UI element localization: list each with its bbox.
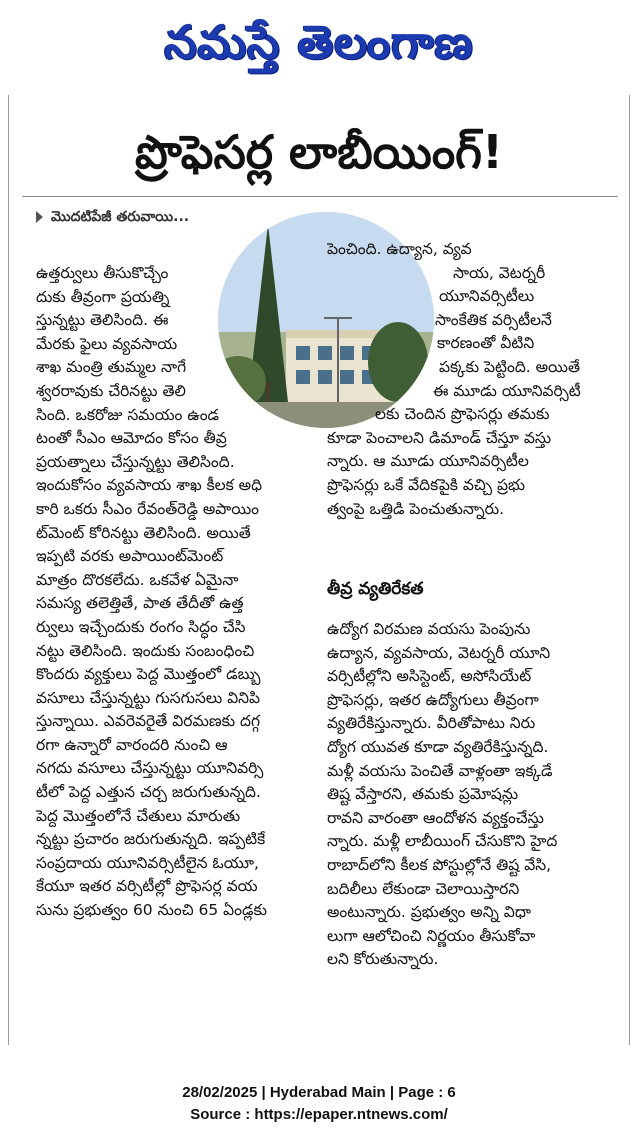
article-headline: ప్రొఫెసర్ల లాబీయింగ్! xyxy=(135,125,503,179)
article-line: ఇందుకోసం వ్యవసాయ శాఖ కీలక అధి xyxy=(36,476,263,495)
article-line: ప్రొఫెసర్లు ఒకే వేదికపైకి వచ్చి ప్రభు xyxy=(327,475,525,494)
article-line: సమస్య తలెత్తితే, పాత తేదీతో ఉత్త xyxy=(36,594,244,613)
clipping-border-left xyxy=(8,95,9,1045)
article-line: కారణంతో వీటిని xyxy=(437,334,535,353)
article-line: ద్యోగ యువత కూడా వ్యతిరేకిస్తున్నది. xyxy=(327,737,549,756)
continued-label: మొదటిపేజీ తరువాయి... xyxy=(51,209,190,225)
article-line: న్నారు. మళ్లీ లాబీయింగ్ చేసుకొని హైద xyxy=(327,832,558,851)
subheading: తీవ్ర వ్యతిరేకత xyxy=(327,579,424,599)
article-line: పెంచింది. ఉద్యాన, వ్యవ xyxy=(327,240,472,258)
footer-date-edition: 28/02/2025 | Hyderabad Main | Page : 6 xyxy=(182,1084,456,1101)
article-line: ఈ మూడు యూనివర్సిటీ xyxy=(433,381,581,400)
article-line: ఇప్పటి వరకు అపాయింట్‌మెంట్ xyxy=(36,547,224,566)
article-line: త్వంపై ఒత్తిడి పెంచుతున్నారు. xyxy=(327,499,505,518)
arrow-right-icon xyxy=(36,211,43,223)
article-line: తిష్ట వేస్తారని, తమకు ప్రమోషన్లు xyxy=(327,785,519,804)
article-line: యూనివర్సిటీలు xyxy=(439,287,535,306)
headline-divider xyxy=(22,196,618,197)
article-line: టీలో పెద్ద ఎత్తున చర్చ జరుగుతున్నది. xyxy=(36,783,261,802)
article-line: మాత్రం దొరకలేదు. ఒకవేళ ఏమైనా xyxy=(36,570,239,589)
article-line: కేయూ ఇతర వర్సిటీల్లో ప్రొఫెసర్ల వయ xyxy=(36,877,258,896)
article-line: లకు చెందిన ప్రొఫెసర్లు తమకు xyxy=(375,405,550,424)
article-line: నట్టు తెలిసింది. ఇందుకు సంబంధించి xyxy=(36,641,255,660)
article-line: సాంకేతిక వర్సిటీలనే xyxy=(435,310,552,329)
article-line: నగదు వసూలు చేస్తున్నట్టు యూనివర్సి xyxy=(36,759,264,778)
article-line: సింది. ఒకరోజు సమయం ఉండ xyxy=(36,405,220,424)
article-line: వ్యతిరేకిస్తున్నారు. వీరితోపాటు నిరు xyxy=(327,714,536,733)
article-line: స్తున్నట్టు తెలిసింది. ఈ xyxy=(36,311,169,330)
right-column-bottom xyxy=(327,618,617,972)
clipping-border-right xyxy=(629,95,630,1045)
article-line: వసూలు చేస్తున్నట్టు గుసగుసలు వినిపి xyxy=(36,688,261,707)
article-line: లుగా ఆలోచించి నిర్ణయం తీసుకోవా xyxy=(327,926,536,945)
article-line: అంటున్నారు. ప్రభుత్వం అన్ని విధా xyxy=(327,903,531,922)
article-line: సును ప్రభుత్వం 60 నుంచి 65 ఏండ్లకు xyxy=(36,901,267,920)
article-line: స్తున్నాయి. ఎవరెవరైతే విరమణకు దగ్గ xyxy=(36,712,261,731)
article-line: ఉత్తర్వులు తీసుకొచ్చేం xyxy=(36,264,169,282)
article-line: కారి ఒకరు సీఎం రేవంత్‌రెడ్డి అపాయిం xyxy=(36,499,260,518)
article-line: వర్సిటీల్లోని అసిస్టెంట్, అసోసియేట్ xyxy=(327,667,532,686)
article-line: పక్కకు పెట్టింది. అయితే xyxy=(439,357,581,376)
article-line: రాబాద్‌లోని కీలక పోస్టుల్లోనే తిష్ట వేసి, xyxy=(327,855,552,874)
article-line: రావని వారంతా ఆందోళన వ్యక్తంచేస్తు xyxy=(327,808,544,827)
article-line: ఉద్యోగ విరమణ వయసు పెంపును xyxy=(327,620,531,638)
left-column xyxy=(36,262,308,923)
article-line: సాయ, వెటర్నరీ xyxy=(453,263,546,282)
article-line: మేరకు ఫైలు వ్యవసాయ xyxy=(36,334,178,353)
article-line: మళ్లీ వయసు పెంచితే వాళ్లంతా ఇక్కడే xyxy=(327,761,553,780)
article-line: సంప్రదాయ యూనివర్సిటీలైన ఓయూ, xyxy=(36,853,259,872)
right-column-top xyxy=(327,238,617,521)
article-line: ఉద్యాన, వ్యవసాయ, వెటర్నరీ యూని xyxy=(327,643,551,662)
article-line: ట్‌మెంట్ కోరినట్టు తెలిసింది. అయితే xyxy=(36,523,251,542)
article-line: న్నారు. ఆ మూడు యూనివర్సిటీల xyxy=(327,452,529,471)
article-line: శ్వరరావుకు చేరినట్టు తెలి xyxy=(36,381,186,400)
article-line: దుకు తీవ్రంగా ప్రయత్ని xyxy=(36,287,170,306)
article-line: పెద్ద మొత్తంలోనే చేతులు మారుతు xyxy=(36,806,241,825)
continued-from-front-page xyxy=(36,206,189,228)
footer-source: Source : https://epaper.ntnews.com/ xyxy=(190,1106,448,1123)
article-line: లని కోరుతున్నారు. xyxy=(327,950,439,969)
masthead-logo: నమస్తే తెలంగాణ xyxy=(164,15,474,69)
article-line: కూడా పెంచాలని డిమాండ్ చేస్తూ వస్తు xyxy=(327,428,552,447)
article-line: న్నట్టు ప్రచారం జరుగుతున్నది. ఇప్పటికే xyxy=(36,830,266,849)
article-line: కొందరు వ్యక్తులు పెద్ద మొత్తంలో డబ్బు xyxy=(36,665,261,684)
article-line: ప్రయత్నాలు చేస్తున్నట్టు తెలిసింది. xyxy=(36,452,235,471)
article-line: ర్వులు ఇచ్చేందుకు రంగం సిద్ధం చేసి xyxy=(36,617,246,636)
article-line: శాఖ మంత్రి తుమ్మల నాగే xyxy=(36,358,187,377)
article-line: బదిలీలు లేకుండా చెలాయిస్తారని xyxy=(327,879,520,898)
article-line: రగా ఉన్నారో వారందరి నుంచి ఆ xyxy=(36,735,228,754)
article-line: టంతో సీఎం ఆమోదం కోసం తీవ్ర xyxy=(36,429,227,448)
article-line: ప్రొఫెసర్లు, ఇతర ఉద్యోగులు తీవ్రంగా xyxy=(327,690,539,709)
